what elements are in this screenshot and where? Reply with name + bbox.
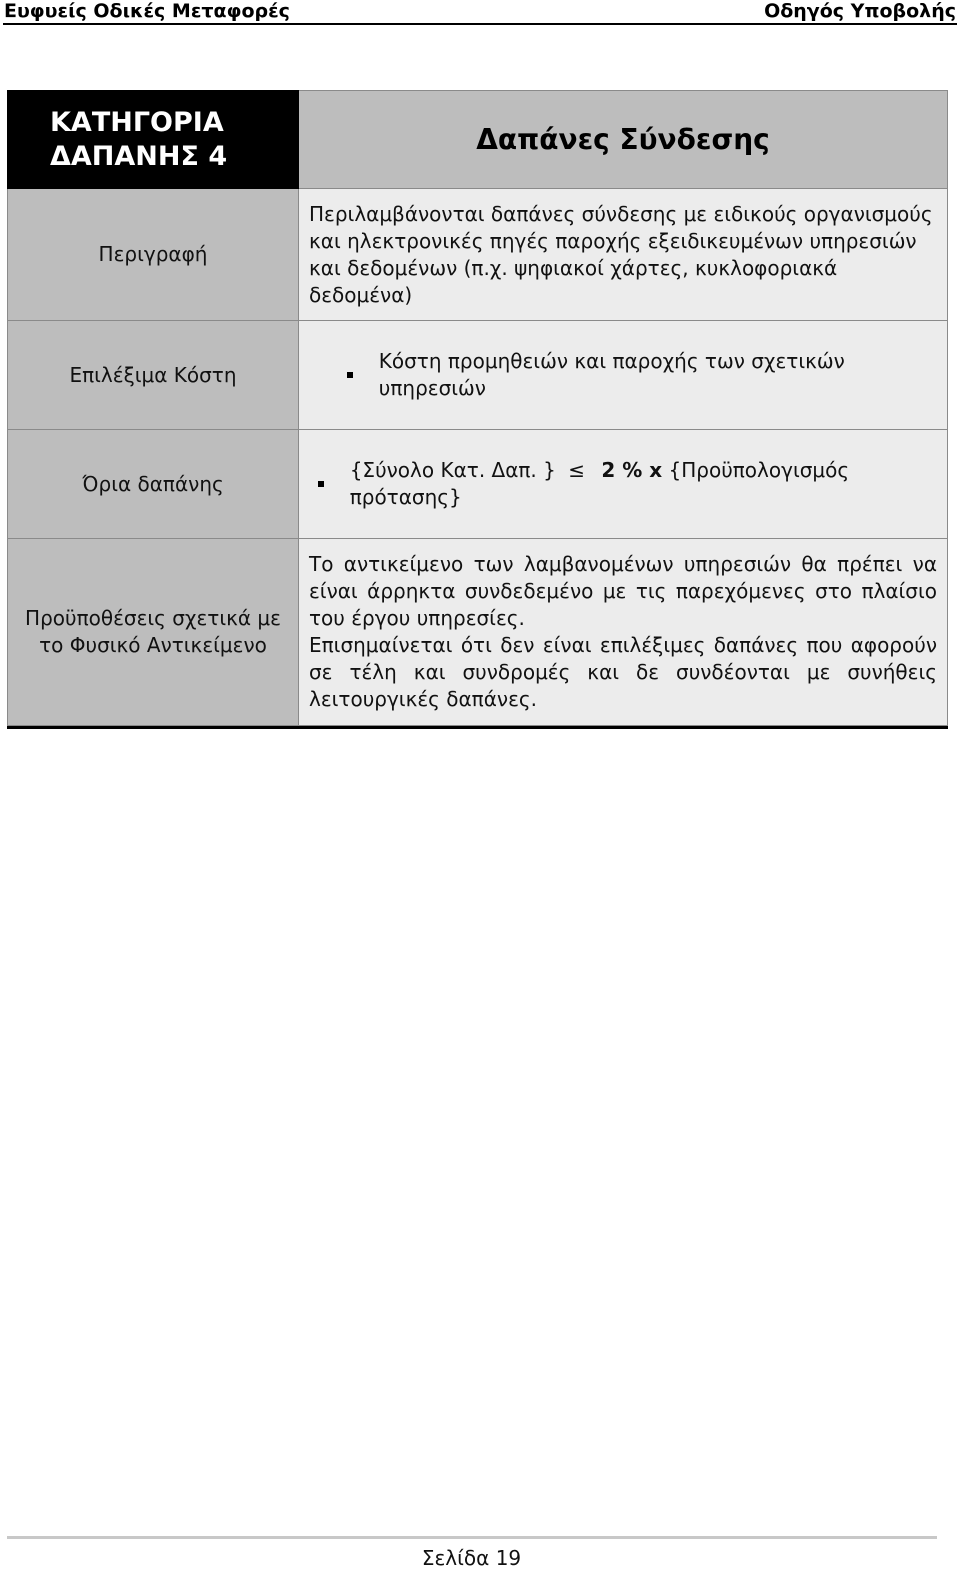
table-row bbox=[8, 189, 948, 321]
less-equal-symbol: ≤ bbox=[568, 458, 585, 482]
square-bullet-icon bbox=[318, 481, 324, 487]
row-label-conditions: Προϋποθέσεις σχετικά με το Φυσικό Αντικείμενο bbox=[8, 539, 299, 726]
header-document-title: Ευφυείς Οδικές Μεταφορές bbox=[4, 0, 290, 22]
eligible-costs-item: Κόστη προμηθειών και παροχής των σχετικών υπηρεσιών bbox=[378, 349, 845, 400]
table-row bbox=[8, 539, 948, 726]
row-value-expense-limits bbox=[299, 430, 948, 539]
row-label-expense-limits: Όρια δαπάνης bbox=[8, 430, 299, 539]
row-label-description: Περιγραφή bbox=[8, 189, 299, 321]
footer-divider bbox=[7, 1536, 937, 1539]
table-row bbox=[8, 321, 948, 430]
limit-total: {Σύνολο Κατ. Δαπ. } bbox=[349, 458, 556, 482]
category-title: Δαπάνες Σύνδεσης bbox=[299, 91, 948, 189]
row-label-eligible-costs: Επιλέξιμα Κόστη bbox=[8, 321, 299, 430]
limit-budget: {Προϋπολογισμός πρότασης} bbox=[349, 458, 850, 509]
table-header-row bbox=[8, 91, 948, 189]
category-label-cell bbox=[8, 91, 299, 189]
limit-formula bbox=[350, 457, 937, 511]
limit-percentage: 2 % x bbox=[601, 458, 663, 482]
category-label-line1: ΚΑΤΗΓΟΡΙΑ bbox=[50, 106, 224, 138]
row-value-conditions bbox=[299, 539, 948, 726]
conditions-paragraph-1: Το αντικείμενο των λαμβανομένων υπηρεσιών θα πρέπει να είναι άρρηκτα συνδεδεμένο με τις παρεχόμενες στο πλαίσιο του έργου υπηρεσίες. bbox=[309, 552, 937, 630]
conditions-paragraph-2: Επισημαίνεται ότι δεν είναι επιλέξιμες δαπάνες που αφορούν σε τέλη και συνδρομές και δε συνδέονται με συνήθεις λειτουργικές δαπάνες. bbox=[309, 633, 937, 711]
table-row bbox=[8, 430, 948, 539]
expense-category-table bbox=[7, 90, 948, 726]
header-guide-title: Οδηγός Υποβολής bbox=[764, 0, 956, 22]
square-bullet-icon bbox=[347, 372, 353, 378]
header-divider bbox=[3, 23, 957, 25]
page-number: Σελίδα 19 bbox=[421, 1546, 522, 1570]
row-value-eligible-costs bbox=[299, 321, 948, 430]
row-value-description: Περιλαμβάνονται δαπάνες σύνδεσης με ειδικούς οργανισμούς και ηλεκτρονικές πηγές παροχής εξειδικευμένων υπηρεσιών και δεδομένων (π.χ. ψηφιακοί χάρτες, κυκλοφοριακά δεδομένα) bbox=[299, 189, 948, 321]
category-label-line2: ΔΑΠΑΝΗΣ 4 bbox=[50, 140, 228, 172]
